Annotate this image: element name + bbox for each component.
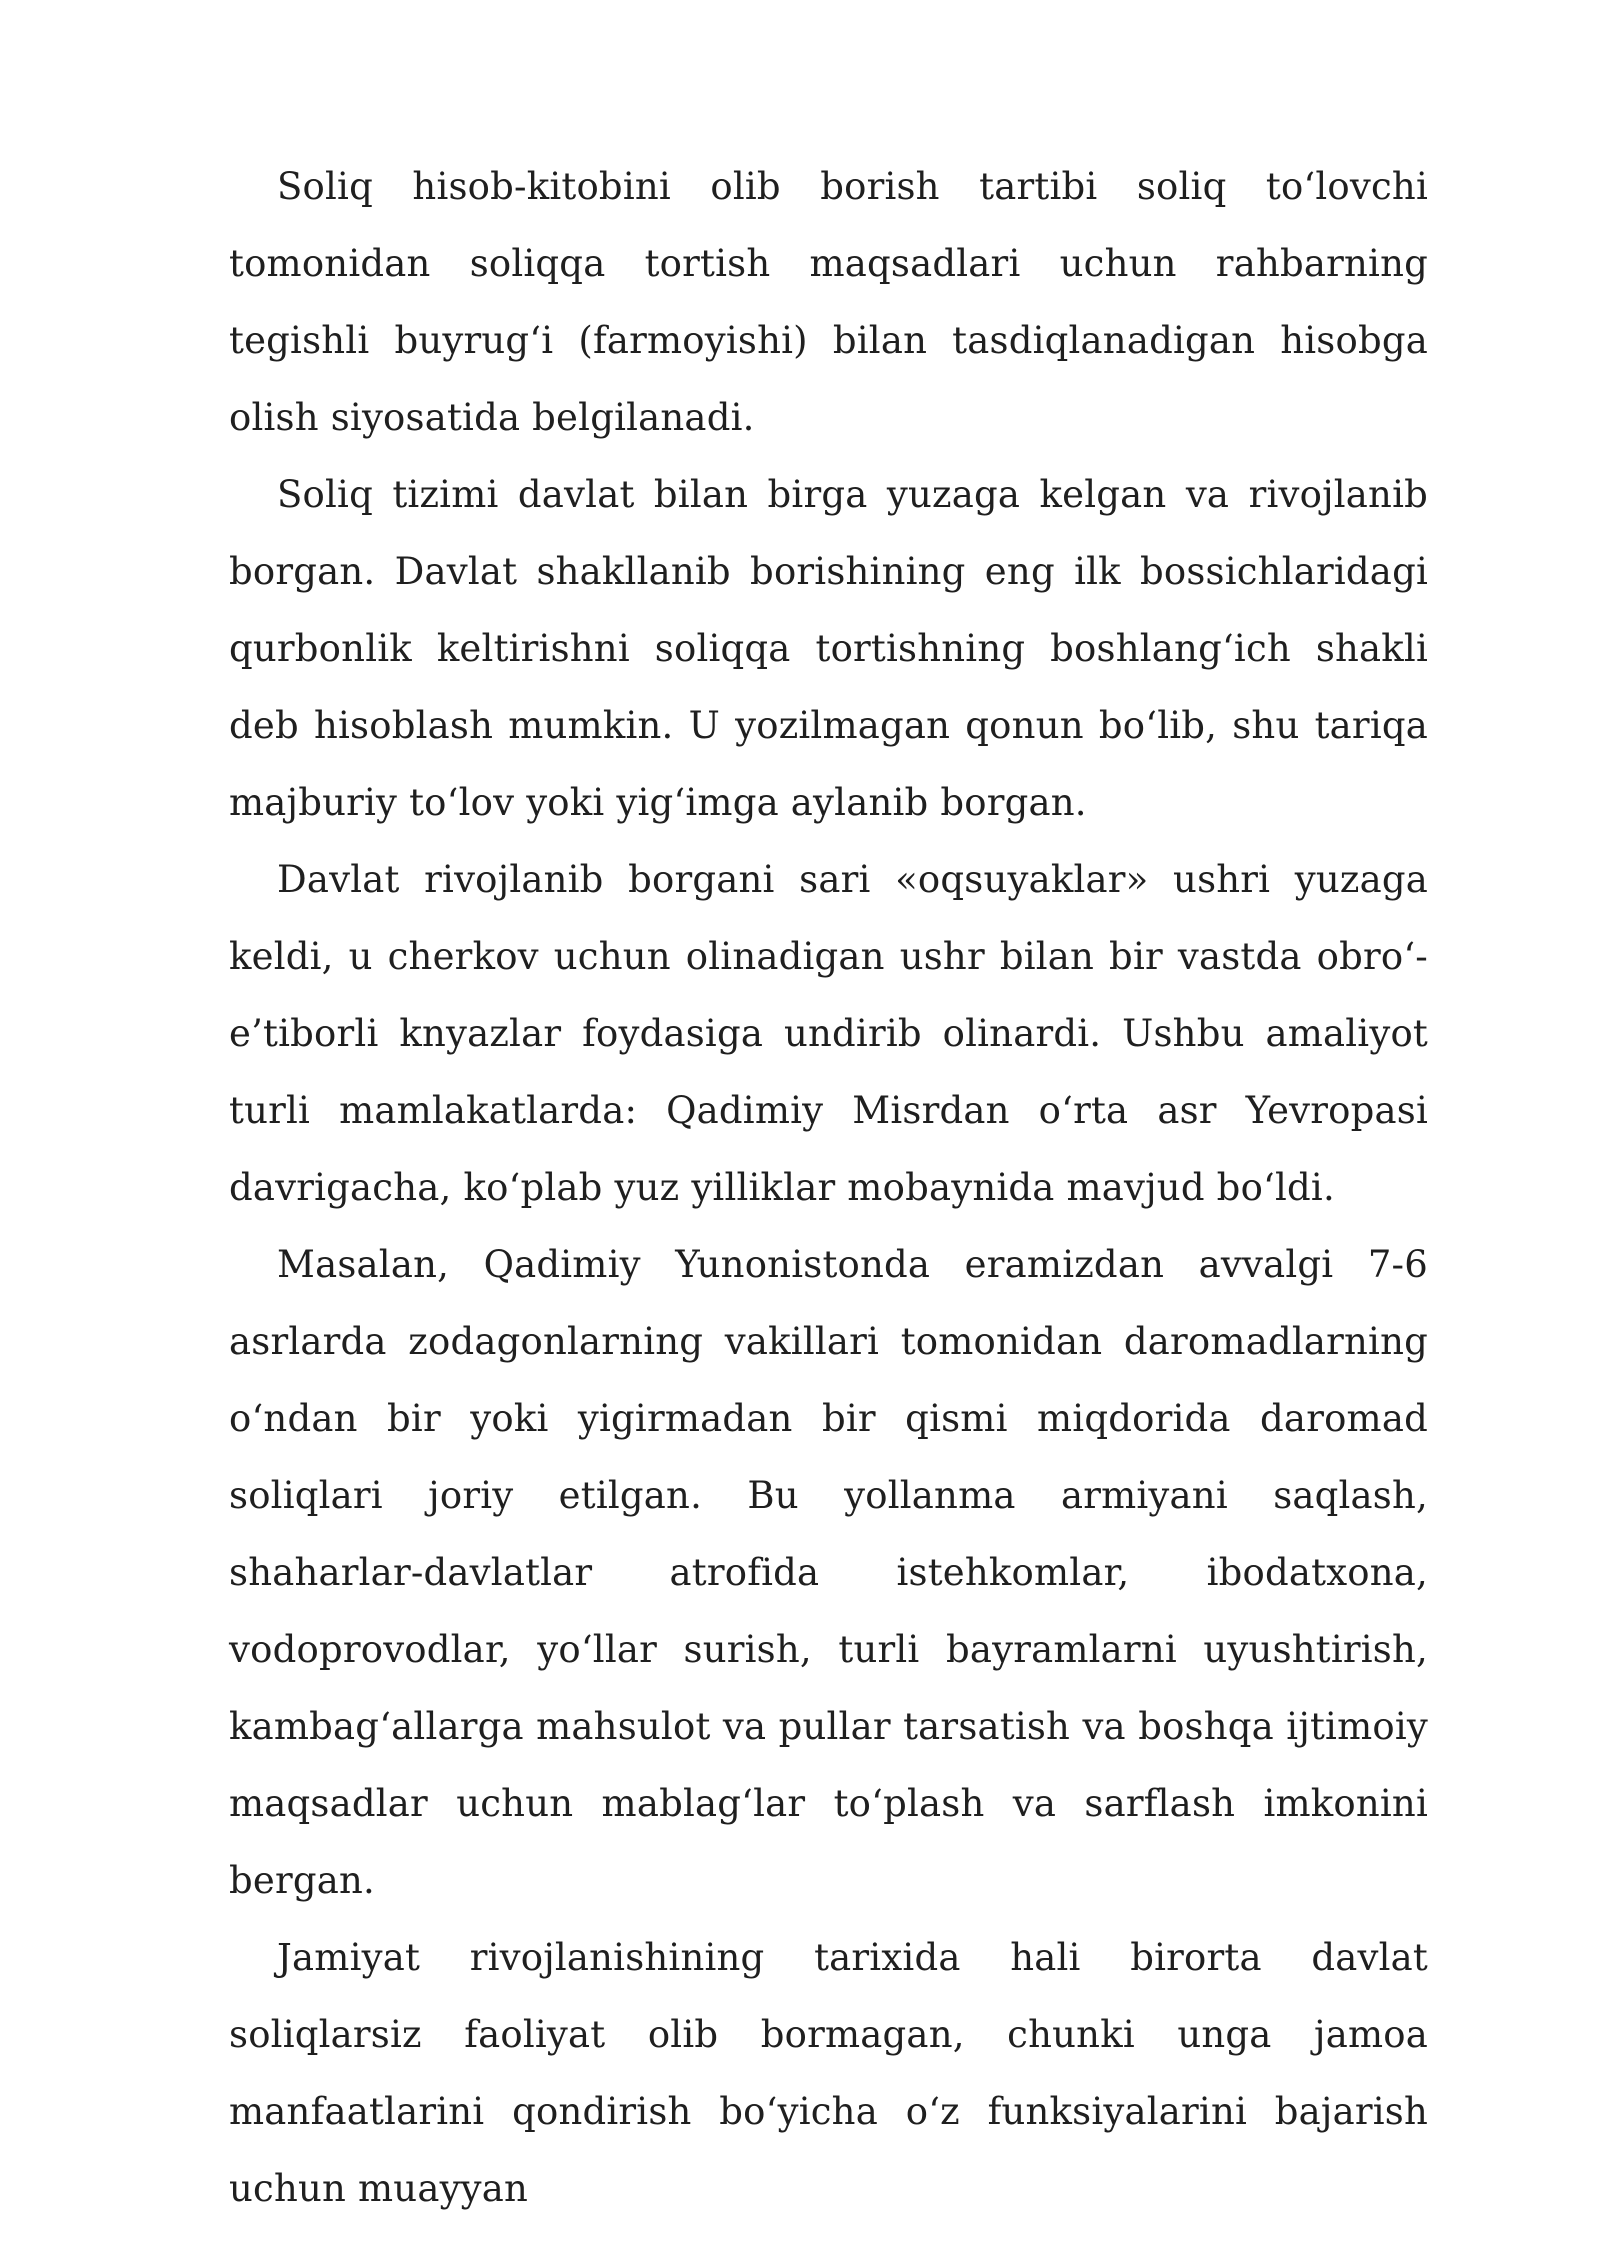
paragraph-4: Masalan, Qadimiy Yunonistonda eramizdan avvalgi 7-6 asrlarda zodagonlarning vakillari tomonidan daromadlarning o‘ndan bir yoki yigirmadan bir qismi miqdorida daromad soliqlari joriy etilgan. Bu yollanma armiyani saqlash, shaharlar-davlatlar atrofida istehkomlar, ibodatxona, vodoprovodlar, yo‘llar surish, turli bayramlarni uyushtirish, kambag‘allarga mahsulot va pullar tarsatish va boshqa ijtimoiy maqsadlar uchun mablag‘lar to‘plash va sarflash imkonini bergan.: [229, 1243, 1428, 1902]
paragraph-3: Davlat rivojlanib borgani sari «oqsuyaklar» ushri yuzaga keldi, u cherkov uchun olinadigan ushr bilan bir vastda obro‘-e’tiborli knyazlar foydasiga undirib olinardi. Ushbu amaliyot turli mamlakatlarda: Qadimiy Misrdan o‘rta asr Yevropasi davrigacha, ko‘plab yuz yilliklar mobaynida mavjud bo‘ldi.: [229, 858, 1428, 1209]
body-text: [229, 148, 1428, 2227]
paragraph-1: Soliq hisob-kitobini olib borish tartibi soliq to‘lovchi tomonidan soliqqa tortish maqsadlari uchun rahbarning tegishli buyrug‘i (farmoyishi) bilan tasdiqlanadigan hisobga olish siyosatida belgilanadi.: [229, 165, 1428, 439]
paragraph-2: Soliq tizimi davlat bilan birga yuzaga kelgan va rivojlanib borgan. Davlat shakllanib borishining eng ilk bossichlaridagi qurbonlik keltirishni soliqqa tortishning boshlang‘ich shakli deb hisoblash mumkin. U yozilmagan qonun bo‘lib, shu tariqa majburiy to‘lov yoki yig‘imga aylanib borgan.: [229, 473, 1428, 824]
paragraph-5: Jamiyat rivojlanishining tarixida hali birorta davlat soliqlarsiz faoliyat olib bormagan, chunki unga jamoa manfaatlarini qondirish bo‘yicha o‘z funksiyalarini bajarish uchun muayyan: [229, 1936, 1428, 2210]
